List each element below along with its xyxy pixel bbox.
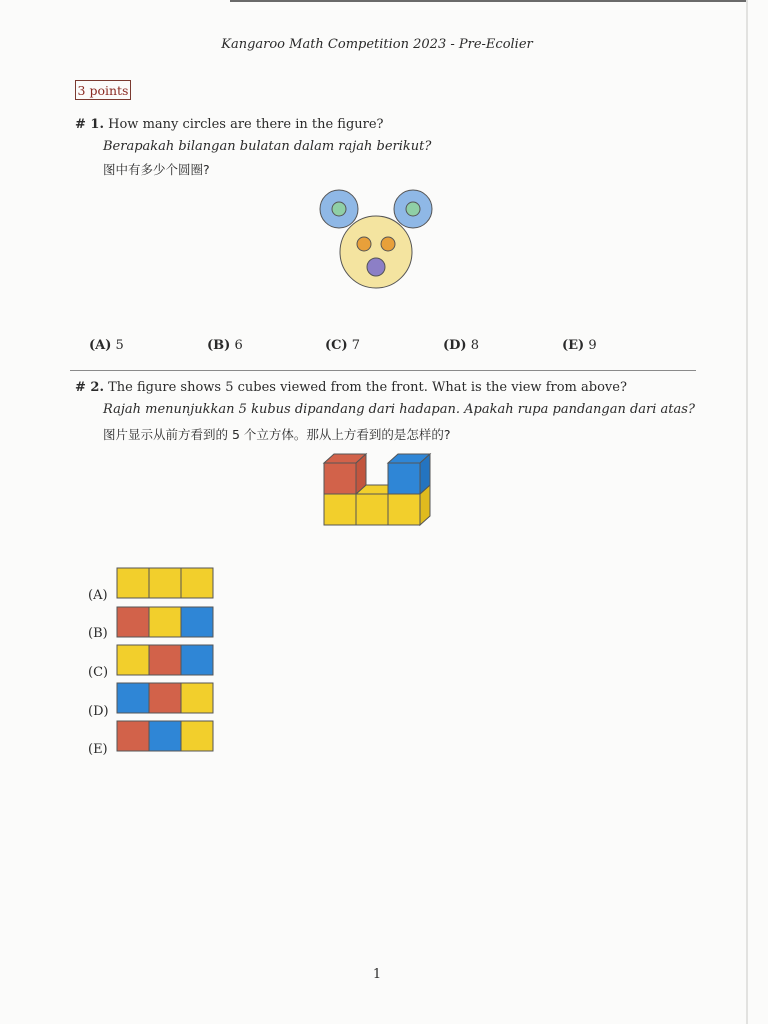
- option-cell-red: [117, 721, 149, 751]
- q2-text-zh: 图片显示从前方看到的 5 个立方体。那从上方看到的是怎样的?: [103, 427, 451, 442]
- cube-bottom-3-front: [388, 494, 420, 525]
- option-cell-yellow: [181, 721, 213, 751]
- face-circle: [340, 216, 412, 288]
- q2-text-ms: Rajah menunjukkan 5 kubus dipandang dari hadapan. Apakah rupa pandangan dari atas?: [103, 402, 695, 417]
- q1-choice-b: (B) 6: [207, 338, 243, 353]
- page-top-edge: [230, 0, 746, 2]
- q1-choice-a: (A) 5: [89, 338, 124, 353]
- q2-option-a-label: (A): [88, 588, 108, 603]
- option-cell-blue: [117, 683, 149, 713]
- cube-bottom-2-front: [356, 494, 388, 525]
- option-cell-yellow: [149, 607, 181, 637]
- q1-number: # 1.: [75, 117, 104, 132]
- q2-option-d: [116, 682, 214, 714]
- q2-number: # 2.: [75, 380, 104, 395]
- q2-option-a: [116, 567, 214, 599]
- option-cell-red: [149, 645, 181, 675]
- points-label: 3 points: [75, 80, 131, 100]
- q2-option-e: [116, 720, 214, 752]
- q1-text-ms: Berapakah bilangan bulatan dalam rajah berikut?: [103, 139, 432, 154]
- q2-option-b: [116, 606, 214, 638]
- q2-english: [75, 380, 627, 395]
- q2-option-d-label: (D): [88, 704, 109, 719]
- page-number: 1: [372, 967, 382, 982]
- page-header: Kangaroo Math Competition 2023 - Pre-Ecolier: [221, 37, 533, 52]
- right-eye-circle: [381, 237, 395, 251]
- q1-choice-d: (D) 8: [443, 338, 479, 353]
- section-divider: [70, 370, 696, 371]
- option-cell-yellow: [117, 568, 149, 598]
- mouth-circle: [367, 258, 385, 276]
- q2-text-en: The figure shows 5 cubes viewed from the front. What is the view from above?: [108, 380, 627, 395]
- q1-text-en: How many circles are there in the figure?: [108, 117, 384, 132]
- q1-choice-e: (E) 9: [562, 338, 597, 353]
- q2-option-e-label: (E): [88, 742, 108, 757]
- right-ear-inner-circle: [406, 202, 420, 216]
- q2-option-c: [116, 644, 214, 676]
- option-cell-blue: [181, 607, 213, 637]
- page-right-edge: [746, 0, 748, 1024]
- cube-top-right-front: [388, 463, 420, 494]
- q2-cube-figure: [322, 452, 442, 532]
- cube-bottom-1-front: [324, 494, 356, 525]
- q2-option-c-label: (C): [88, 665, 109, 680]
- q1-text-zh: 图中有多少个圆圈?: [103, 162, 210, 177]
- option-cell-yellow: [149, 568, 181, 598]
- q1-figure: [317, 186, 437, 296]
- option-cell-yellow: [181, 568, 213, 598]
- q2-option-b-label: (B): [88, 626, 108, 641]
- option-cell-red: [117, 607, 149, 637]
- option-cell-yellow: [117, 645, 149, 675]
- option-cell-blue: [149, 721, 181, 751]
- cube-top-left-front: [324, 463, 356, 494]
- left-eye-circle: [357, 237, 371, 251]
- option-cell-blue: [181, 645, 213, 675]
- option-cell-yellow: [181, 683, 213, 713]
- q1-choice-c: (C) 7: [325, 338, 361, 353]
- left-ear-inner-circle: [332, 202, 346, 216]
- q1-english: [75, 117, 384, 132]
- option-cell-red: [149, 683, 181, 713]
